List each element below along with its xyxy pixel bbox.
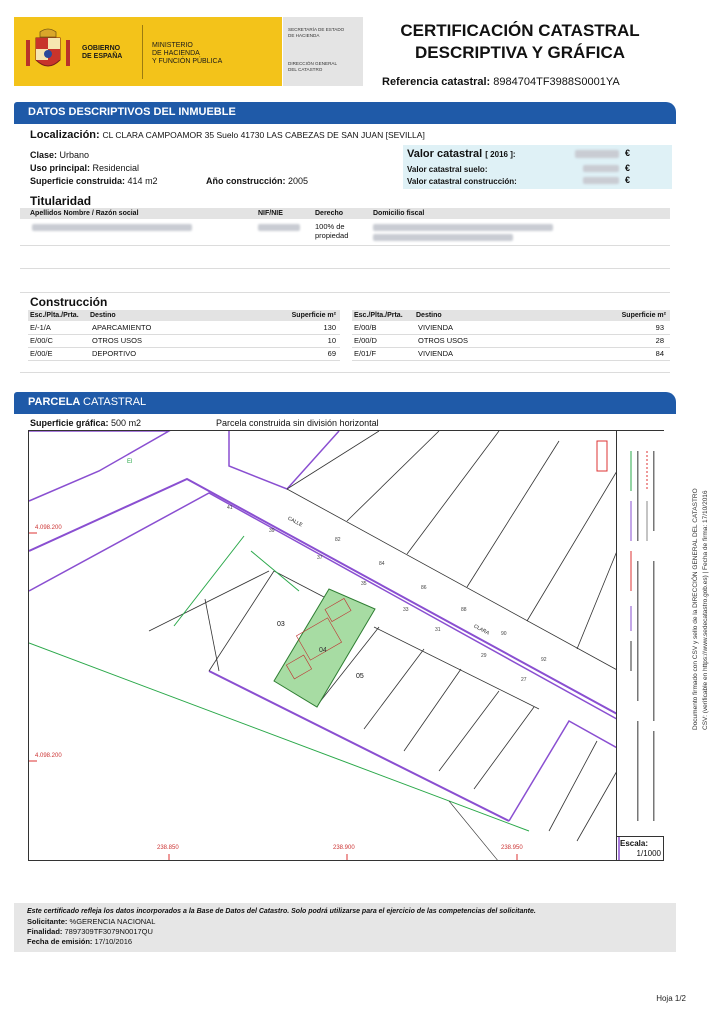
superficie-value: 414 m2 bbox=[127, 176, 158, 186]
street-number: 92 bbox=[541, 657, 547, 663]
redacted-value bbox=[583, 165, 619, 172]
row-divider bbox=[20, 245, 670, 246]
ref-label: Referencia catastral: bbox=[382, 76, 491, 88]
titularidad-title: Titularidad bbox=[30, 194, 92, 208]
row-divider bbox=[352, 360, 670, 361]
uso-value: Residencial bbox=[92, 163, 140, 173]
construccion-header-right bbox=[352, 310, 670, 321]
ref-value: 8984704TF3988S0001YA bbox=[493, 76, 620, 88]
finalidad-line bbox=[27, 927, 153, 936]
col-nif: NIF/NIE bbox=[258, 210, 283, 217]
parcela-title-part1: PARCELA bbox=[28, 396, 83, 408]
destino-cell: OTROS USOS bbox=[92, 336, 143, 345]
esc-cell: E/-1/A bbox=[30, 323, 51, 332]
destino-cell: OTROS USOS bbox=[418, 336, 469, 345]
row-divider bbox=[20, 292, 670, 293]
titularidad-header-row bbox=[20, 208, 670, 219]
section-rule bbox=[14, 122, 676, 124]
street-label: CLARA bbox=[472, 623, 491, 637]
green-line bbox=[29, 643, 529, 831]
superficie-line bbox=[30, 176, 158, 186]
row-divider bbox=[352, 347, 670, 348]
table-row bbox=[30, 323, 51, 332]
street-number: 39 bbox=[269, 528, 275, 534]
anio-line bbox=[206, 176, 308, 186]
solicitante-label: Solicitante: bbox=[27, 917, 68, 926]
row-divider bbox=[28, 360, 340, 361]
row-divider bbox=[28, 347, 340, 348]
gov-text-line2: DE ESPAÑA bbox=[82, 53, 123, 60]
anio-label: Año construcción: bbox=[206, 176, 286, 186]
esc-cell: E/01/F bbox=[354, 349, 377, 358]
cadastral-map bbox=[28, 430, 664, 861]
document-title bbox=[385, 20, 655, 64]
street-number: 27 bbox=[521, 677, 527, 683]
col-destino: Destino bbox=[90, 312, 116, 319]
escala-value: 1/1000 bbox=[636, 849, 661, 858]
uso-line bbox=[30, 163, 139, 173]
datos-title-part2: INMUEBLE bbox=[178, 106, 236, 118]
map-scale bbox=[616, 836, 664, 861]
solicitante-line bbox=[27, 917, 155, 926]
col-esc: Esc./Plta./Prta. bbox=[30, 312, 79, 319]
esc-cell: E/00/D bbox=[354, 336, 377, 345]
row-divider bbox=[352, 334, 670, 335]
coord-x1: 238.850 bbox=[157, 845, 179, 851]
table-row bbox=[30, 336, 53, 345]
destino-cell: APARCAMIENTO bbox=[92, 323, 152, 332]
secretaria-block bbox=[283, 17, 363, 86]
table-row bbox=[354, 323, 377, 332]
secretaria-line1: SECRETARÍA DE ESTADO bbox=[288, 27, 345, 32]
street-number: 90 bbox=[501, 631, 507, 637]
title-line2: DESCRIPTIVA Y GRÁFICA bbox=[414, 43, 625, 62]
anio-value: 2005 bbox=[288, 176, 309, 186]
esc-cell: E/00/E bbox=[30, 349, 53, 358]
table-row bbox=[354, 336, 377, 345]
derecho-value bbox=[315, 222, 348, 240]
map-label: El bbox=[127, 459, 133, 465]
construccion-header-left bbox=[28, 310, 340, 321]
street-number: 29 bbox=[481, 653, 487, 659]
superficie-grafica-line bbox=[30, 418, 141, 428]
derecho-line2: propiedad bbox=[315, 231, 349, 240]
street-number: 33 bbox=[403, 607, 409, 613]
table-row bbox=[30, 349, 53, 358]
section-header-datos bbox=[14, 102, 676, 122]
side-signature-text bbox=[690, 290, 720, 740]
valor-catastral-box bbox=[403, 145, 672, 189]
table-row bbox=[354, 349, 376, 358]
derecho-line1: 100% de bbox=[315, 222, 345, 231]
street-label: CALLE bbox=[286, 515, 304, 529]
direccion-line1: DIRECCIÓN GENERAL bbox=[288, 61, 338, 66]
sup-cell: 93 bbox=[655, 323, 664, 332]
direccion-line2: DEL CATASTRO bbox=[288, 66, 323, 72]
fecha-label: Fecha de emisión: bbox=[27, 937, 93, 946]
destino-cell: VIVIENDA bbox=[418, 349, 454, 358]
redacted-domicilio bbox=[373, 234, 513, 241]
coord-y1: 4.098.200 bbox=[35, 525, 62, 531]
escala-label: Escala: bbox=[620, 839, 649, 848]
destino-cell: DEPORTIVO bbox=[92, 349, 137, 358]
sup-grafica-value: 500 m2 bbox=[111, 418, 142, 428]
coord-x3: 238.950 bbox=[501, 845, 523, 851]
clase-line bbox=[30, 150, 89, 160]
row-divider bbox=[20, 268, 670, 269]
sup-cell: 84 bbox=[655, 349, 664, 358]
street-number: 84 bbox=[379, 561, 385, 567]
valor-line bbox=[407, 148, 516, 160]
redacted-name bbox=[32, 224, 192, 231]
col-apellidos: Apellidos Nombre / Razón social bbox=[30, 210, 139, 217]
section-header-parcela bbox=[14, 392, 676, 412]
row-divider bbox=[28, 334, 340, 335]
localizacion-line bbox=[30, 129, 425, 141]
ministry-text-line2: DE HACIENDA bbox=[152, 50, 200, 57]
destino-cell: VIVIENDA bbox=[418, 323, 454, 332]
referencia-catastral bbox=[382, 76, 620, 88]
map-legend bbox=[616, 431, 664, 836]
footer-note: Este certificado refleja los datos incorporados a la Base de Datos del Catastro. Solo podrá utilizarse para el ejercicio de las competencias del solicitante. bbox=[27, 908, 536, 915]
euro-sign: € bbox=[625, 163, 631, 173]
coord-y2: 4.098.200 bbox=[35, 753, 62, 759]
page-number: Hoja 1/2 bbox=[656, 994, 686, 1003]
col-derecho: Derecho bbox=[315, 210, 344, 217]
street-number: 37 bbox=[317, 555, 323, 561]
sup-cell: 130 bbox=[323, 323, 336, 332]
row-divider bbox=[20, 372, 670, 373]
valor-construccion-label: Valor catastral construcción: bbox=[407, 177, 517, 186]
redacted-domicilio bbox=[373, 224, 553, 231]
valor-suelo-label: Valor catastral suelo: bbox=[407, 165, 488, 174]
euro-sign: € bbox=[625, 148, 631, 158]
side-line1: Documento firmado con CSV y sello de la DIRECCIÓN GENERAL DEL CATASTRO bbox=[692, 488, 699, 730]
street-number: 88 bbox=[461, 607, 467, 613]
ministry-text-line3: Y FUNCIÓN PÚBLICA bbox=[152, 58, 223, 65]
col-superficie: Superficie m² bbox=[291, 312, 336, 319]
gov-text-line1: GOBIERNO bbox=[82, 45, 121, 52]
esc-cell: E/00/C bbox=[30, 336, 53, 345]
superficie-label: Superficie construida: bbox=[30, 176, 126, 186]
coord-x2: 238.900 bbox=[333, 845, 355, 851]
street-number: 35 bbox=[361, 581, 367, 587]
parcela-descripcion: Parcela construida sin división horizontal bbox=[216, 418, 379, 428]
finalidad-label: Finalidad: bbox=[27, 927, 63, 936]
clase-label: Clase: bbox=[30, 150, 58, 160]
construccion-title: Construcción bbox=[30, 295, 108, 309]
clase-value: Urbano bbox=[59, 150, 90, 160]
euro-sign: € bbox=[625, 175, 631, 185]
map-drawing bbox=[29, 431, 664, 861]
ministry-text-line1: MINISTERIO bbox=[152, 42, 193, 49]
localizacion-label: Localización: bbox=[30, 129, 100, 141]
redacted-nif bbox=[258, 224, 300, 231]
parcel-number: 05 bbox=[356, 673, 364, 680]
sup-cell: 10 bbox=[327, 336, 336, 345]
title-line1: CERTIFICACIÓN CATASTRAL bbox=[400, 21, 640, 40]
datos-title-part1: DATOS DESCRIPTIVOS DEL bbox=[28, 106, 179, 118]
col-superficie: Superficie m² bbox=[621, 312, 666, 319]
redacted-value bbox=[575, 150, 619, 158]
street-number: 31 bbox=[435, 627, 441, 633]
street-number: 41 bbox=[227, 505, 233, 511]
side-line2: CSV: (verificable en https://www.sedecatastro.gob.es) | Fecha de firma: 17/10/2016 bbox=[702, 490, 709, 730]
esc-cell: E/00/B bbox=[354, 323, 377, 332]
localizacion-value: CL CLARA CAMPOAMOR 35 Suelo 41730 LAS CABEZAS DE SAN JUAN [SEVILLA] bbox=[102, 130, 425, 140]
fecha-value: 17/10/2016 bbox=[94, 937, 133, 946]
coat-of-arms-icon bbox=[22, 26, 74, 78]
section-rule bbox=[14, 412, 676, 414]
sup-cell: 69 bbox=[327, 349, 336, 358]
valor-year: [ 2016 ]: bbox=[485, 150, 516, 159]
col-esc: Esc./Plta./Prta. bbox=[354, 312, 403, 319]
parcel-number: 03 bbox=[277, 621, 285, 628]
uso-label: Uso principal: bbox=[30, 163, 91, 173]
redacted-value bbox=[583, 177, 619, 184]
solicitante-value: %GERENCIA NACIONAL bbox=[69, 917, 156, 926]
fecha-line bbox=[27, 937, 132, 946]
parcel-number: 04 bbox=[319, 647, 327, 654]
government-logo-block bbox=[14, 17, 282, 86]
finalidad-value: 7897309TF3079N0017QU bbox=[64, 927, 153, 936]
sup-cell: 28 bbox=[655, 336, 664, 345]
col-domicilio: Domicilio fiscal bbox=[373, 210, 425, 217]
secretaria-line2: DE HACIENDA bbox=[288, 32, 320, 38]
valor-label: Valor catastral bbox=[407, 148, 483, 160]
footer-info bbox=[14, 903, 676, 952]
col-destino: Destino bbox=[416, 312, 442, 319]
block-boundary-line bbox=[209, 671, 509, 821]
street-number: 82 bbox=[335, 537, 341, 543]
parcela-title-part2: CATASTRAL bbox=[83, 396, 147, 408]
street-number: 86 bbox=[421, 585, 427, 591]
sup-grafica-label: Superficie gráfica: bbox=[30, 418, 109, 428]
